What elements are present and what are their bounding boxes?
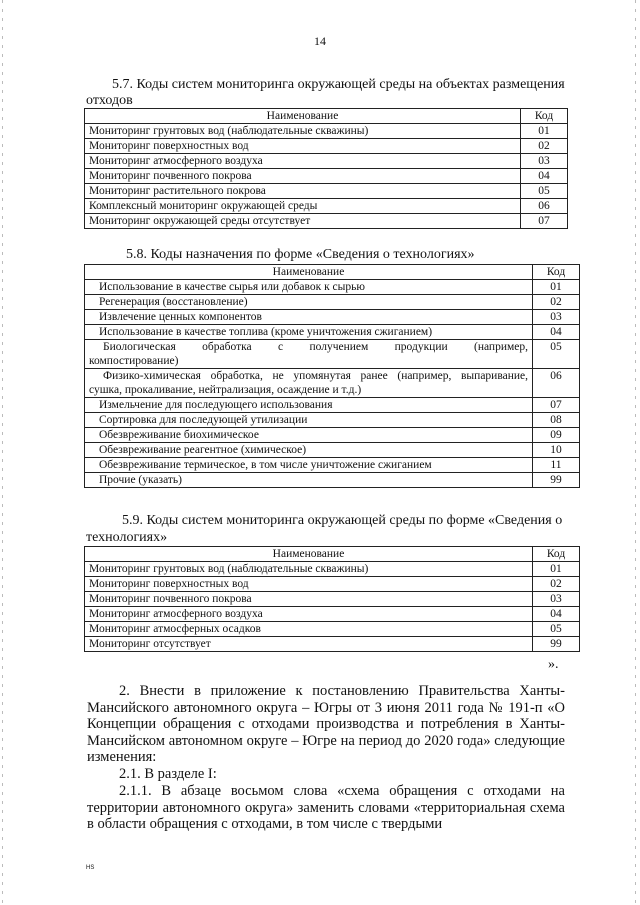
row-name: Мониторинг отсутствует bbox=[85, 637, 533, 652]
row-code: 08 bbox=[533, 413, 580, 428]
row-code: 05 bbox=[521, 184, 568, 199]
row-name: Мониторинг окружающей среды отсутствует bbox=[85, 214, 521, 229]
column-header-name: Наименование bbox=[85, 109, 521, 124]
paragraph-2: 2. Внести в приложение к постановлению Правительства Ханты-Мансийского автономного округа – Югры от 3 июня 2011 года № 191-п «О Концепции обращения с отходами производства и потребления в Ханты-Мансийском автономном округе – Югре на период до 2020 года» следующие изменения: bbox=[87, 683, 565, 765]
row-code: 07 bbox=[521, 214, 568, 229]
row-name: Измельчение для последующего использования bbox=[85, 398, 533, 413]
row-name: Использование в качестве сырья или добавок к сырью bbox=[85, 280, 533, 295]
row-code: 09 bbox=[533, 428, 580, 443]
table-row bbox=[85, 124, 568, 139]
row-name bbox=[85, 369, 533, 398]
row-name-line2: компостирование) bbox=[89, 355, 179, 367]
table-row bbox=[85, 398, 580, 413]
row-code: 06 bbox=[521, 199, 568, 214]
table-row bbox=[85, 310, 580, 325]
row-name: Мониторинг атмосферного воздуха bbox=[85, 607, 533, 622]
section-59-heading bbox=[122, 513, 569, 529]
row-name: Использование в качестве топлива (кроме уничтожения сжиганием) bbox=[85, 325, 533, 340]
row-name: Обезвреживание биохимическое bbox=[85, 428, 533, 443]
table-header-row bbox=[85, 547, 580, 562]
column-header-name: Наименование bbox=[85, 547, 533, 562]
row-name: Регенерация (восстановление) bbox=[85, 295, 533, 310]
row-code: 05 bbox=[533, 622, 580, 637]
table-row bbox=[85, 577, 580, 592]
table-row bbox=[85, 473, 580, 488]
row-code: 03 bbox=[533, 310, 580, 325]
row-name: Мониторинг грунтовых вод (наблюдательные скважины) bbox=[85, 562, 533, 577]
row-name: Мониторинг почвенного покрова bbox=[85, 169, 521, 184]
table-row bbox=[85, 199, 568, 214]
row-code: 02 bbox=[533, 295, 580, 310]
row-name-line1: Биологическая обработка с получением продукции (например, bbox=[103, 341, 528, 353]
row-name-line2: сушка, прокаливание, нейтрализация, осаждение и т.д.) bbox=[89, 384, 362, 396]
row-code: 03 bbox=[521, 154, 568, 169]
row-code: 04 bbox=[521, 169, 568, 184]
row-code: 05 bbox=[533, 340, 580, 369]
row-name: Мониторинг поверхностных вод bbox=[85, 139, 521, 154]
row-name-line1: Физико-химическая обработка, не упомянутая ранее (например, выпаривание, bbox=[103, 370, 528, 382]
row-code: 01 bbox=[533, 562, 580, 577]
section-59-heading-line2: технологиях» bbox=[86, 530, 168, 545]
row-code: 06 bbox=[533, 369, 580, 398]
row-name: Прочие (указать) bbox=[85, 473, 533, 488]
column-header-code: Код bbox=[533, 547, 580, 562]
row-name: Извлечение ценных компонентов bbox=[85, 310, 533, 325]
scan-edge-right bbox=[635, 0, 636, 905]
table-row bbox=[85, 184, 568, 199]
row-code: 01 bbox=[533, 280, 580, 295]
row-name: Мониторинг почвенного покрова bbox=[85, 592, 533, 607]
page-number: 14 bbox=[314, 34, 326, 48]
table-row bbox=[85, 562, 580, 577]
table-row bbox=[85, 413, 580, 428]
column-header-code: Код bbox=[521, 109, 568, 124]
row-code: 04 bbox=[533, 607, 580, 622]
table-row bbox=[85, 169, 568, 184]
row-code: 99 bbox=[533, 637, 580, 652]
section-57-heading-line1: 5.7. Коды систем мониторинга окружающей среды на объектах размещения bbox=[112, 77, 565, 92]
section-57-heading bbox=[112, 77, 567, 93]
row-name: Обезвреживание реагентное (химическое) bbox=[85, 443, 533, 458]
table-row bbox=[85, 637, 580, 652]
section-58-heading: 5.8. Коды назначения по форме «Сведения о технологиях» bbox=[126, 247, 475, 262]
row-code: 01 bbox=[521, 124, 568, 139]
row-code: 04 bbox=[533, 325, 580, 340]
row-code: 11 bbox=[533, 458, 580, 473]
table-row bbox=[85, 139, 568, 154]
row-name: Мониторинг растительного покрова bbox=[85, 184, 521, 199]
paragraph-2-1-1: 2.1.1. В абзаце восьмом слова «схема обращения с отходами на территории автономного округа» заменить словами «территориальная схема в области обращения с отходами, в том числе с твердыми bbox=[87, 783, 565, 832]
table-row bbox=[85, 428, 580, 443]
closing-quote-mark: ». bbox=[548, 657, 559, 672]
row-code: 10 bbox=[533, 443, 580, 458]
row-name: Мониторинг атмосферных осадков bbox=[85, 622, 533, 637]
column-header-name: Наименование bbox=[85, 265, 533, 280]
table-row bbox=[85, 592, 580, 607]
row-name: Мониторинг атмосферного воздуха bbox=[85, 154, 521, 169]
scan-edge-left bbox=[2, 0, 3, 905]
table-59 bbox=[84, 546, 580, 652]
row-name: Мониторинг грунтовых вод (наблюдательные скважины) bbox=[85, 124, 521, 139]
row-code: 02 bbox=[521, 139, 568, 154]
row-name: Мониторинг поверхностных вод bbox=[85, 577, 533, 592]
row-name: Обезвреживание термическое, в том числе уничтожение сжиганием bbox=[85, 458, 533, 473]
table-57 bbox=[84, 108, 568, 229]
table-row bbox=[85, 325, 580, 340]
table-58 bbox=[84, 264, 580, 488]
table-row bbox=[85, 369, 580, 398]
row-code: 07 bbox=[533, 398, 580, 413]
table-row bbox=[85, 458, 580, 473]
row-name: Комплексный мониторинг окружающей среды bbox=[85, 199, 521, 214]
row-name bbox=[85, 340, 533, 369]
table-row bbox=[85, 340, 580, 369]
table-row bbox=[85, 443, 580, 458]
row-code: 02 bbox=[533, 577, 580, 592]
row-code: 03 bbox=[533, 592, 580, 607]
table-header-row bbox=[85, 109, 568, 124]
footer-mark: HS bbox=[86, 865, 95, 871]
table-row bbox=[85, 607, 580, 622]
table-row bbox=[85, 295, 580, 310]
section-57-heading-line2: отходов bbox=[86, 93, 133, 108]
paragraph-2-1: 2.1. В разделе I: bbox=[119, 766, 217, 782]
column-header-code: Код bbox=[533, 265, 580, 280]
table-row bbox=[85, 622, 580, 637]
table-row bbox=[85, 154, 568, 169]
row-name: Сортировка для последующей утилизации bbox=[85, 413, 533, 428]
table-header-row bbox=[85, 265, 580, 280]
section-59-heading-line1: 5.9. Коды систем мониторинга окружающей среды по форме «Сведения о bbox=[122, 513, 563, 528]
table-row bbox=[85, 280, 580, 295]
table-row bbox=[85, 214, 568, 229]
row-code: 99 bbox=[533, 473, 580, 488]
